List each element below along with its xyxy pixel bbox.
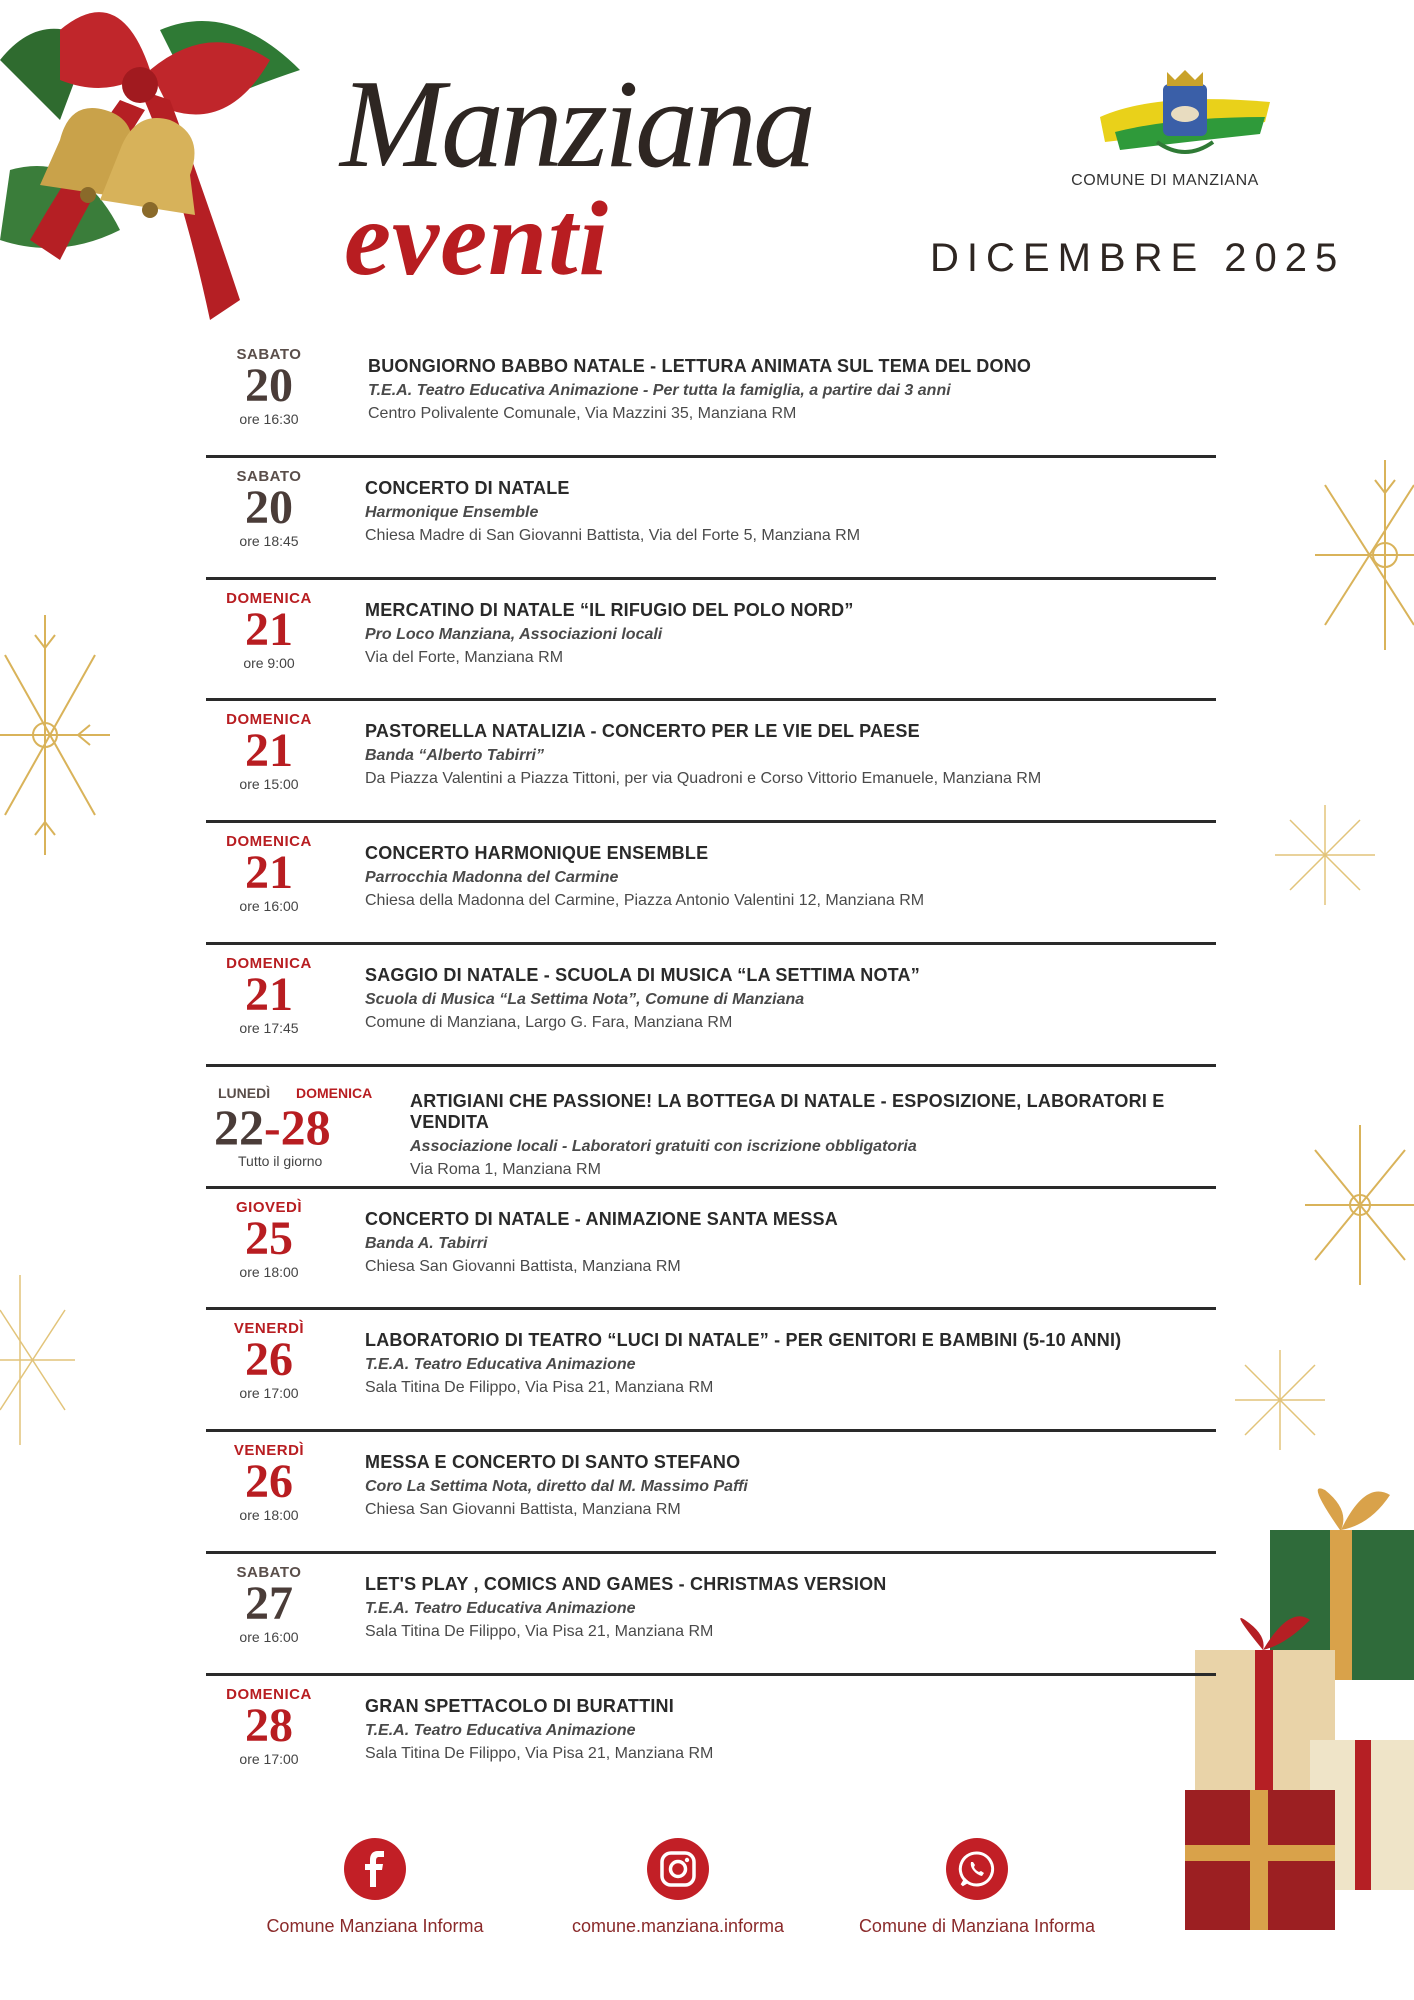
event-location: Sala Titina De Filippo, Via Pisa 21, Manziana RM [365, 1622, 714, 1640]
event-time: ore 16:00 [239, 1628, 299, 1645]
event-title: CONCERTO DI NATALE [365, 477, 570, 498]
event-time: ore 18:45 [239, 532, 299, 549]
event-day: GIOVEDÌ [235, 1198, 302, 1216]
event-date: 21 [245, 602, 293, 656]
event-row [206, 1310, 1216, 1432]
event-row [206, 945, 1216, 1067]
event-day: DOMENICA [226, 833, 312, 851]
event-row [206, 580, 1216, 702]
event-day-start: LUNEDÌ [218, 1084, 271, 1101]
event-location: Chiesa San Giovanni Battista, Manziana RM [365, 1257, 681, 1275]
event-organizer: T.E.A. Teatro Educativa Animazione [365, 1721, 636, 1739]
month-heading: DICEMBRE 2025 [930, 236, 1346, 280]
comune-crest-logo [1095, 62, 1275, 162]
event-title: SAGGIO DI NATALE - SCUOLA DI MUSICA “LA SETTIMA NOTA” [365, 964, 920, 985]
event-day: VENERDÌ [233, 1442, 305, 1460]
event-day: VENERDÌ [233, 1320, 305, 1338]
whatsapp-label[interactable]: Comune di Manziana Informa [858, 1916, 1096, 1936]
event-time: ore 15:00 [239, 776, 299, 793]
event-organizer: Banda “Alberto Tabirri” [365, 747, 544, 765]
event-day: DOMENICA [226, 1685, 312, 1703]
snowflake-decoration [0, 610, 130, 860]
event-location: Chiesa della Madonna del Carmine, Piazza Antonio Valentini 12, Manziana RM [365, 892, 925, 910]
title-manziana: Manziana [340, 55, 812, 194]
event-title: CONCERTO DI NATALE - ANIMAZIONE SANTA MESSA [365, 1208, 838, 1229]
event-organizer: Pro Loco Manziana, Associazioni locali [365, 625, 663, 643]
facebook-label[interactable]: Comune Manziana Informa [266, 1916, 484, 1936]
event-date: 20 [245, 359, 293, 412]
event-title: PASTORELLA NATALIZIA - CONCERTO PER LE VIE DEL PAESE [365, 721, 920, 742]
event-title: GRAN SPETTACOLO DI BURATTINI [365, 1695, 674, 1716]
event-title: MESSA E CONCERTO DI SANTO STEFANO [365, 1452, 741, 1473]
event-title: MERCATINO DI NATALE “IL RIFUGIO DEL POLO NORD” [365, 599, 854, 620]
event-date: 28 [245, 1698, 293, 1752]
event-organizer: Scuola di Musica “La Settima Nota”, Comune di Manziana [365, 990, 805, 1008]
instagram-icon[interactable] [647, 1838, 709, 1900]
christmas-bells-decoration [0, 0, 310, 340]
event-location: Via del Forte, Manziana RM [365, 648, 564, 666]
social-facebook[interactable] [225, 1838, 525, 1937]
snowflake-decoration [1270, 800, 1380, 910]
event-title: BUONGIORNO BABBO NATALE - LETTURA ANIMATA SUL TEMA DEL DONO [368, 356, 1032, 376]
event-date: 20 [245, 480, 293, 534]
event-row [206, 336, 1216, 458]
event-location: Da Piazza Valentini a Piazza Tittoni, per via Quadroni e Corso Vittorio Emanuele, Manziana RM [365, 770, 1042, 788]
event-time: ore 18:00 [239, 1263, 299, 1280]
event-row [206, 823, 1216, 945]
event-date-separator: - [264, 1098, 281, 1155]
event-title: ARTIGIANI CHE PASSIONE! LA BOTTEGA DI NATALE - ESPOSIZIONE, LABORATORI E VENDITA [410, 1090, 1165, 1132]
event-organizer: Banda A. Tabirri [365, 1234, 488, 1252]
event-organizer: T.E.A. Teatro Educativa Animazione - Per tutta la famiglia, a partire dai 3 anni [368, 382, 951, 399]
event-date: 26 [245, 1455, 293, 1509]
event-time: Tutto il giorno [238, 1152, 323, 1169]
facebook-icon[interactable] [344, 1838, 406, 1900]
event-date: 21 [245, 967, 293, 1021]
event-date: 25 [245, 1211, 293, 1265]
snowflake-decoration [1230, 1345, 1330, 1455]
event-row [206, 1432, 1216, 1554]
event-organizer: T.E.A. Teatro Educativa Animazione [365, 1599, 636, 1617]
event-row [206, 1067, 1216, 1189]
event-date-end: 28 [280, 1098, 331, 1155]
event-title: LABORATORIO DI TEATRO “LUCI DI NATALE” - PER GENITORI E BAMBINI (5-10 ANNI) [365, 1330, 1122, 1351]
event-row [206, 701, 1216, 823]
event-day: SABATO [236, 1563, 302, 1581]
whatsapp-icon[interactable] [946, 1838, 1008, 1900]
event-time: ore 18:00 [239, 1507, 299, 1524]
event-time: ore 16:30 [239, 411, 299, 427]
event-organizer: Parrocchia Madonna del Carmine [365, 869, 619, 887]
event-time: ore 16:00 [239, 898, 299, 915]
event-organizer: Coro La Settima Nota, diretto dal M. Massimo Paffi [365, 1478, 748, 1496]
snowflake-decoration [0, 1270, 80, 1450]
event-date-start: 22 [214, 1098, 264, 1155]
events-list [206, 336, 1216, 1798]
event-time: ore 9:00 [243, 654, 295, 671]
snowflake-decoration [1300, 1120, 1414, 1290]
event-day-end: DOMENICA [296, 1084, 373, 1101]
event-location: Chiesa Madre di San Giovanni Battista, Via del Forte 5, Manziana RM [365, 526, 861, 544]
event-row [206, 1554, 1216, 1676]
event-time: ore 17:00 [239, 1385, 299, 1402]
event-date: 27 [245, 1576, 293, 1630]
snowflake-decoration [1305, 455, 1414, 655]
event-day: SABATO [236, 346, 302, 363]
event-title: CONCERTO HARMONIQUE ENSEMBLE [365, 843, 709, 864]
event-location: Sala Titina De Filippo, Via Pisa 21, Manziana RM [365, 1744, 714, 1762]
event-day: DOMENICA [226, 589, 312, 607]
event-row [206, 1189, 1216, 1311]
event-location: Sala Titina De Filippo, Via Pisa 21, Manziana RM [365, 1379, 714, 1397]
title-eventi: eventi [344, 180, 609, 297]
event-organizer: Associazione locali - Laboratori gratuiti con iscrizione obbligatoria [410, 1137, 917, 1155]
event-day: SABATO [236, 467, 302, 485]
event-row [206, 1676, 1216, 1798]
event-time: ore 17:45 [239, 1019, 299, 1036]
event-date: 21 [245, 846, 293, 900]
event-date: 26 [245, 1333, 293, 1387]
social-instagram[interactable] [528, 1838, 828, 1937]
event-date: 21 [245, 724, 293, 778]
instagram-label[interactable]: comune.manziana.informa [571, 1916, 785, 1936]
event-time: ore 17:00 [239, 1750, 299, 1767]
event-location: Centro Polivalente Comunale, Via Mazzini 35, Manziana RM [368, 405, 797, 422]
event-title: LET'S PLAY , COMICS AND GAMES - CHRISTMAS VERSION [365, 1573, 887, 1594]
social-whatsapp[interactable] [827, 1838, 1127, 1937]
event-location: Comune di Manziana, Largo G. Fara, Manziana RM [365, 1013, 733, 1031]
event-organizer: Harmonique Ensemble [365, 503, 539, 521]
event-day: DOMENICA [226, 954, 312, 972]
event-day: DOMENICA [226, 711, 312, 729]
event-location: Chiesa San Giovanni Battista, Manziana RM [365, 1501, 681, 1519]
event-organizer: T.E.A. Teatro Educativa Animazione [365, 1356, 636, 1374]
event-location: Via Roma 1, Manziana RM [410, 1160, 601, 1178]
event-row [206, 458, 1216, 580]
comune-label: COMUNE DI MANZIANA [1071, 172, 1259, 189]
